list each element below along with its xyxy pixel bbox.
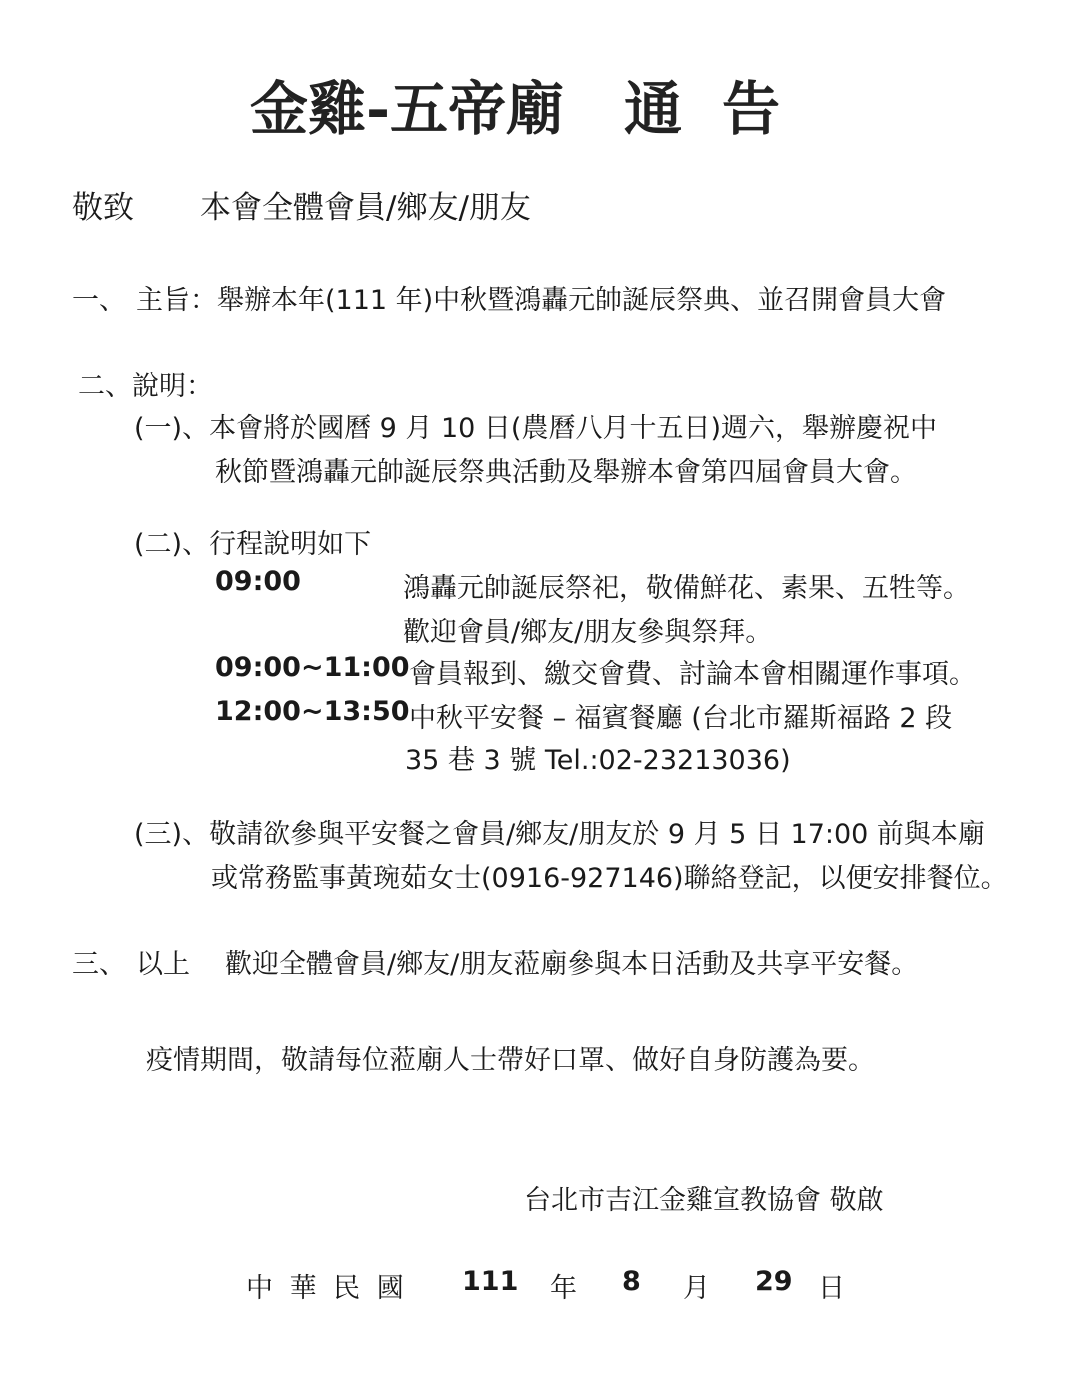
salutation-label: 敬致 (72, 190, 134, 226)
section3-lead: 以上 (136, 949, 190, 980)
schedule-desc-line: 會員報到、繳交會費、討論本會相關運作事項。 (409, 659, 976, 690)
date-era: 中 華 民 國 (246, 1273, 408, 1304)
date-month-unit: 月 (683, 1273, 710, 1304)
item1-line1: (一)、本會將於國曆 9 月 10 日(農曆八月十五日)週六，舉辦慶祝中 (134, 413, 937, 444)
notice-title (0, 62, 1070, 146)
item3-line1: (三)、敬請欲參與平安餐之會員/鄉友/朋友於 9 月 5 日 17:00 前與本廟 (134, 819, 985, 850)
schedule-desc-line: 鴻轟元帥誕辰祭祀，敬備鮮花、素果、五牲等。 (403, 573, 970, 604)
schedule-desc-line: 35 巷 3 號 Tel.:02-23213036) (405, 745, 791, 776)
title-org: 金雞-五帝廟 (249, 75, 565, 143)
date-year-unit: 年 (550, 1273, 577, 1304)
title-word: 通告 (624, 75, 821, 143)
date-year: 111 (462, 1266, 519, 1297)
salutation-target: 本會全體會員/鄉友/朋友 (200, 190, 531, 226)
schedule-time: 09:00 (215, 566, 301, 597)
schedule-time: 09:00~11:00 (215, 652, 410, 683)
section3-number: 三、 (72, 949, 126, 980)
covid-note: 疫情期間，敬請每位蒞廟人士帶好口罩、做好自身防護為要。 (146, 1045, 875, 1076)
section3-text: 歡迎全體會員/鄉友/朋友蒞廟參與本日活動及共享平安餐。 (225, 949, 919, 980)
schedule-time: 12:00~13:50 (215, 696, 410, 727)
section1-text: 主旨：舉辦本年(111 年)中秋暨鴻轟元帥誕辰祭典、並召開會員大會 (136, 285, 947, 316)
item2-heading: (二)、行程說明如下 (134, 529, 372, 560)
item3-line2: 或常務監事黃琬茹女士(0916-927146)聯絡登記，以便安排餐位。 (211, 863, 1008, 894)
schedule-desc-line: 歡迎會員/鄉友/朋友參與祭拜。 (403, 617, 773, 648)
date-day: 29 (755, 1266, 793, 1297)
date-day-unit: 日 (818, 1273, 845, 1304)
signature: 台北市吉江金雞宣教協會 敬啟 (524, 1185, 884, 1216)
date-month: 8 (622, 1266, 641, 1297)
schedule-desc-line: 中秋平安餐 – 福賓餐廳 (台北市羅斯福路 2 段 (409, 703, 953, 734)
section2-heading: 二、說明： (78, 371, 213, 402)
section1-number: 一、 (72, 285, 126, 316)
item1-line2: 秋節暨鴻轟元帥誕辰祭典活動及舉辦本會第四屆會員大會。 (215, 457, 917, 488)
